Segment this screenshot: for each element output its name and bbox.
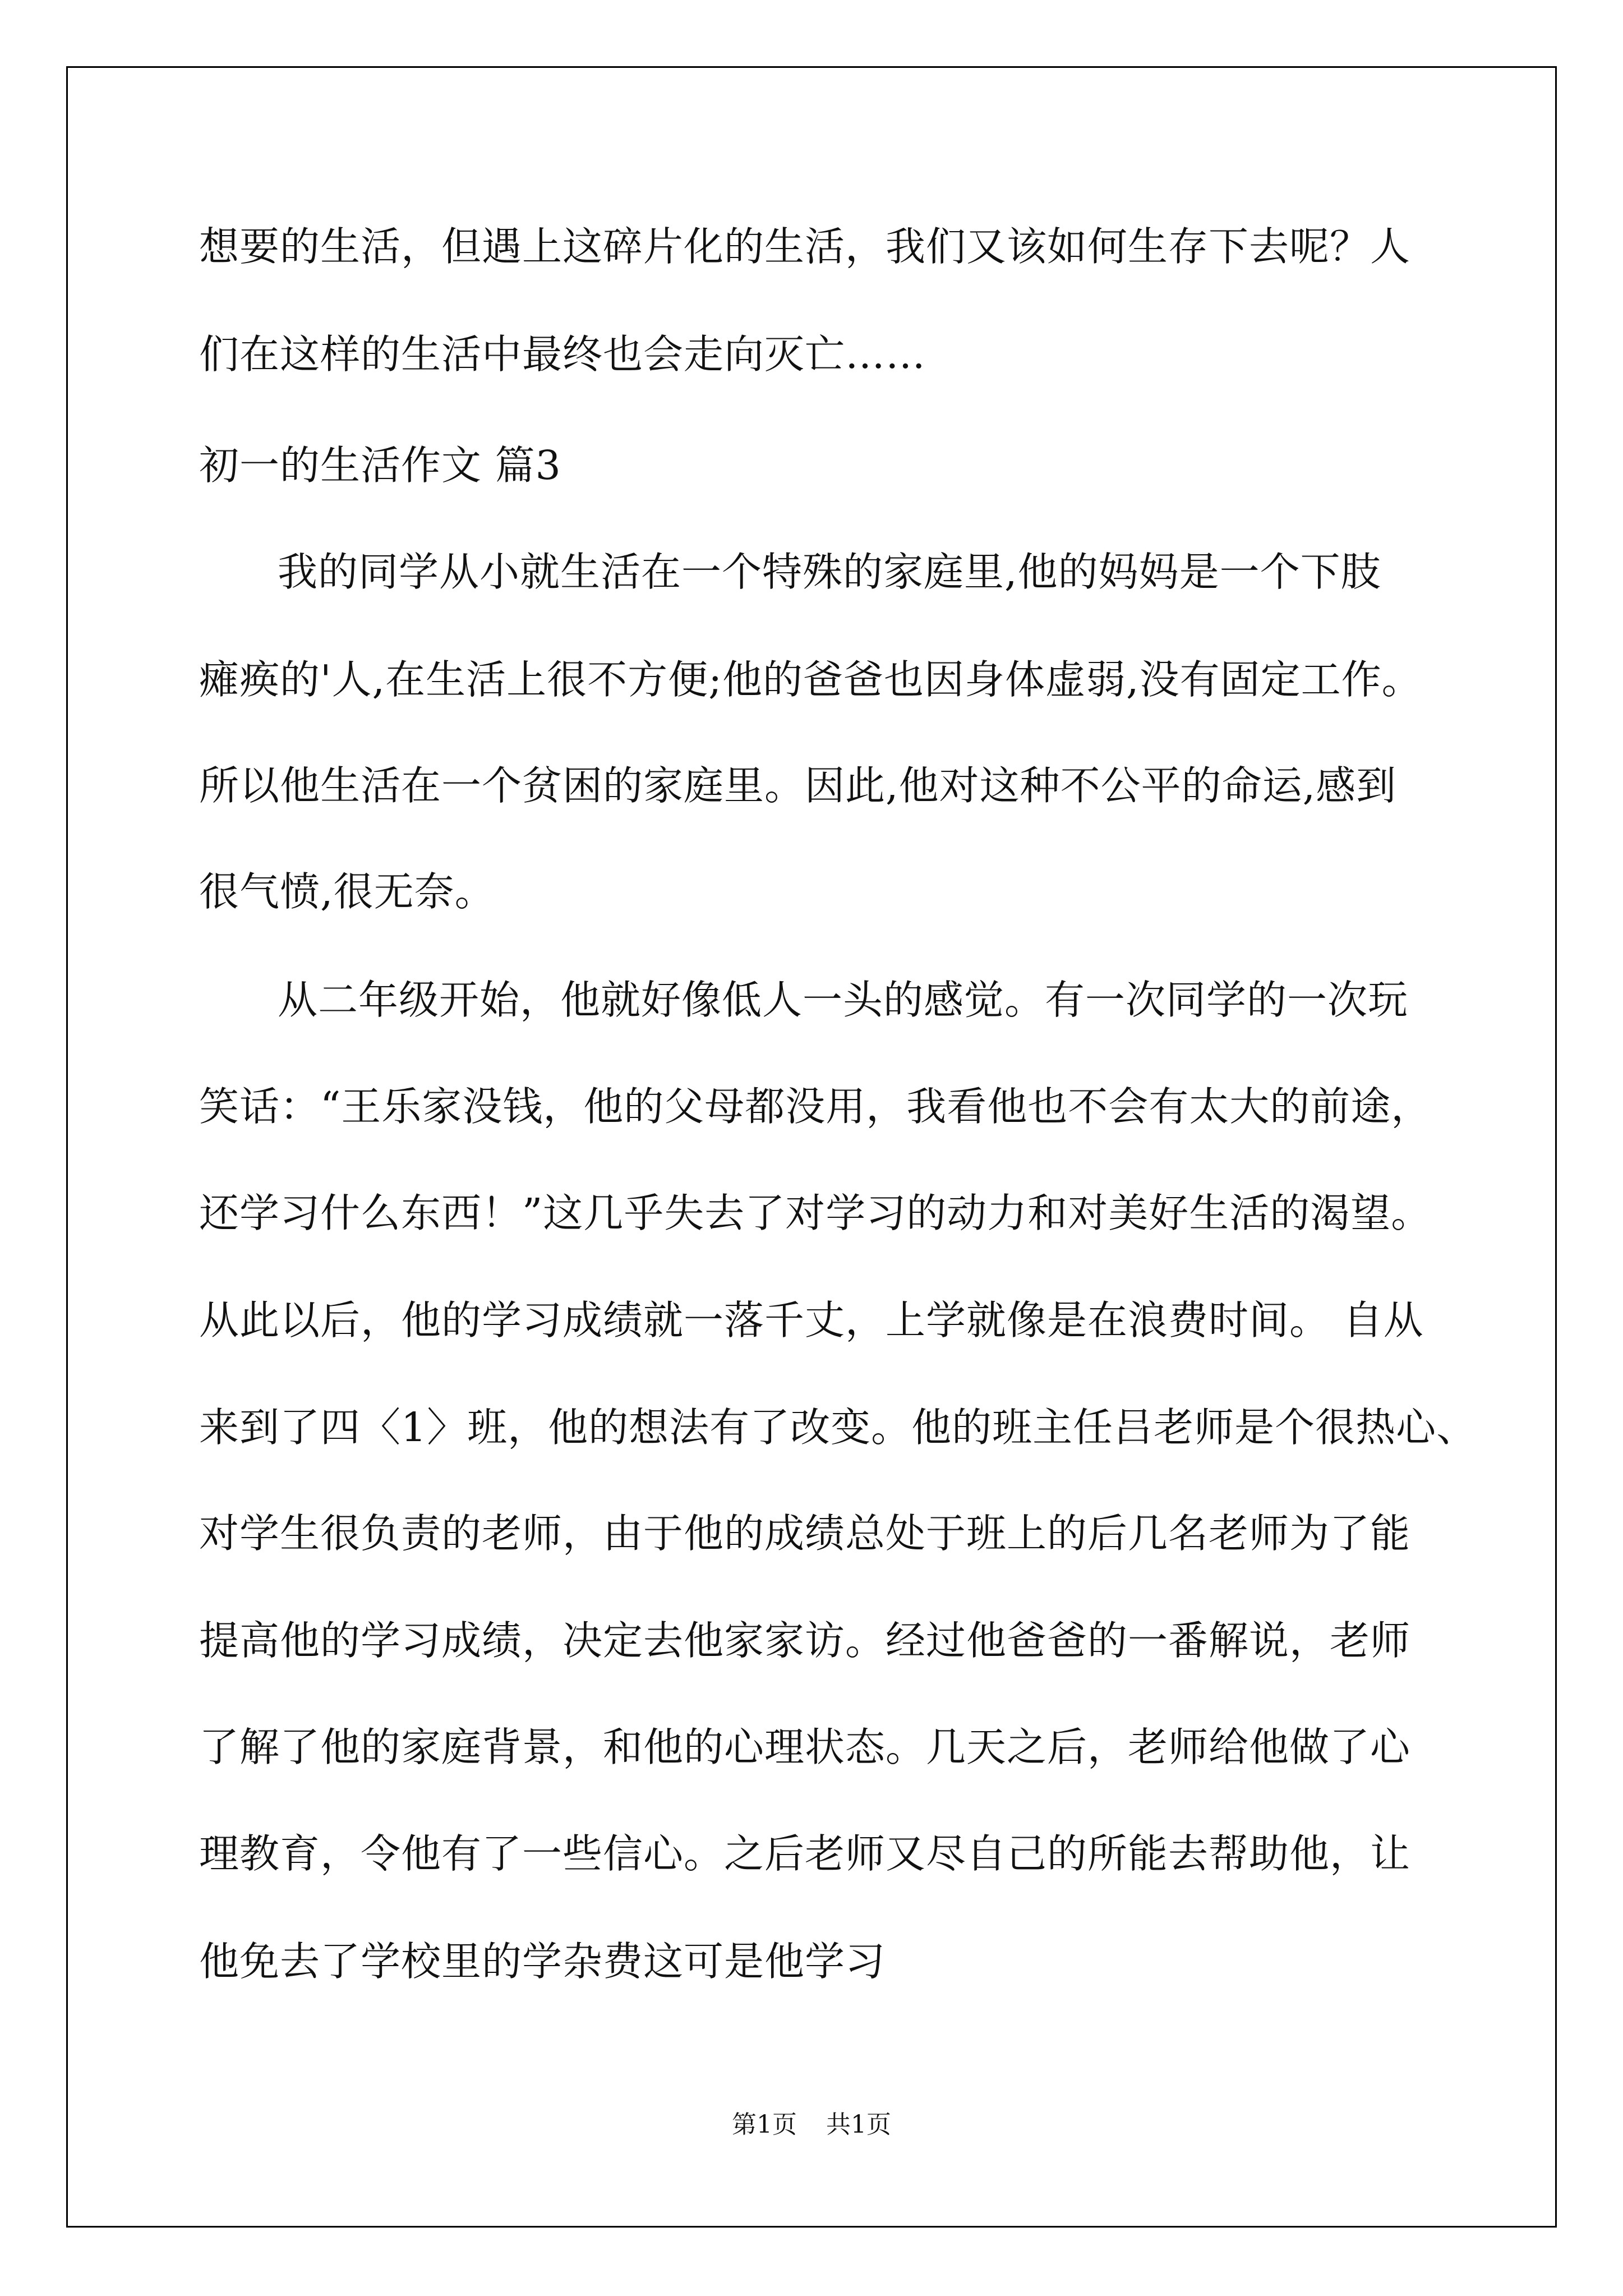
section-heading: 初一的生活作文 篇3: [199, 442, 561, 489]
text-line: 提高他的学习成绩，决定去他家家访。经过他爸爸的一番解说，老师: [199, 1617, 1411, 1664]
text-line: 还学习什么东西！”这几乎失去了对学习的动力和对美好生活的渴望。: [199, 1190, 1432, 1236]
page-border: [66, 66, 1557, 2228]
text-line: 们在这样的生活中最终也会走向灭亡……: [199, 331, 926, 378]
text-line: 了解了他的家庭背景，和他的心理状态。几天之后，老师给他做了心: [199, 1724, 1411, 1770]
text-line: 笑话：“王乐家没钱，他的父母都没用，我看他也不会有太大的前途，: [199, 1083, 1432, 1130]
text-line: 很气愤,很无奈。: [199, 868, 495, 915]
text-line: 所以他生活在一个贫困的家庭里。因此,他对这种不公平的命运,感到: [199, 762, 1397, 809]
text-line: 瘫痪的'人,在生活上很不方便;他的爸爸也因身体虚弱,没有固定工作。: [199, 656, 1422, 703]
text-line: 他免去了学校里的学杂费这可是他学习: [199, 1938, 886, 1985]
text-line: 从二年级开始，他就好像低人一头的感觉。有一次同学的一次玩: [278, 977, 1409, 1023]
text-line: 从此以后，他的学习成绩就一落千丈，上学就像是在浪费时间。 自从: [199, 1297, 1424, 1343]
text-line: 来到了四〈1〉班，他的想法有了改变。他的班主任吕老师是个很热心、: [199, 1404, 1477, 1451]
text-line: 想要的生活，但遇上这碎片化的生活，我们又该如何生存下去呢？人: [199, 223, 1411, 270]
text-line: 理教育，令他有了一些信心。之后老师又尽自己的所能去帮助他，让: [199, 1830, 1411, 1877]
page-number-current: 第1页: [732, 2110, 797, 2139]
page-footer: [0, 2109, 1623, 2141]
text-line: 对学生很负责的老师，由于他的成绩总处于班上的后几名老师为了能: [199, 1510, 1411, 1557]
page-number-total: 共1页: [826, 2110, 891, 2139]
text-line: 我的同学从小就生活在一个特殊的家庭里,他的妈妈是一个下肢: [278, 549, 1381, 595]
